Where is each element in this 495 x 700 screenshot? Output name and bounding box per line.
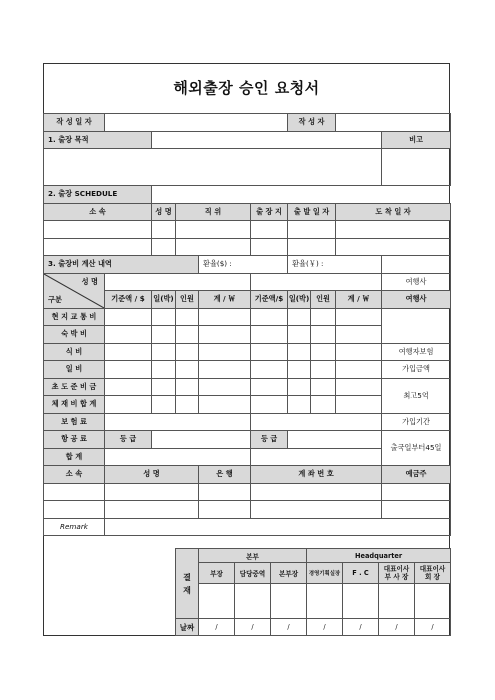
schedule-header-arrival: 도 착 일 자 (336, 203, 451, 221)
expense-cell[interactable] (176, 326, 199, 344)
expense-cell[interactable] (251, 413, 382, 431)
row-meals: 식 비 (44, 343, 105, 361)
period-value: 출국일부터45일 (382, 431, 451, 466)
schedule-header-destination: 출 장 지 (251, 203, 288, 221)
col-total-krw-2: 계 / ￦ (336, 291, 382, 309)
expense-cell[interactable] (311, 326, 336, 344)
purpose-label: 1. 출장 목적 (44, 131, 152, 149)
expense-cell[interactable] (105, 396, 152, 414)
expense-cell[interactable] (336, 326, 382, 344)
grade-field-1[interactable] (152, 431, 251, 449)
account-cell[interactable] (382, 501, 451, 519)
row-initial-prep: 초 도 준 비 금 (44, 378, 105, 396)
note-label: 비고 (382, 131, 451, 149)
schedule-spacer (152, 186, 451, 204)
expense-cell[interactable] (152, 343, 176, 361)
grade-label-2: 등 급 (251, 431, 288, 449)
schedule-cell[interactable] (44, 238, 152, 256)
expense-cell[interactable] (105, 326, 152, 344)
remark-label: Remark (44, 518, 105, 536)
expense-cell[interactable] (105, 378, 152, 396)
schedule-cell[interactable] (44, 221, 152, 239)
account-cell[interactable] (105, 501, 199, 519)
schedule-cell[interactable] (288, 238, 336, 256)
signature-box[interactable] (415, 584, 451, 619)
expense-cell[interactable] (176, 378, 199, 396)
expense-cell[interactable] (199, 361, 251, 379)
approval-group-division: 본부 (199, 549, 307, 563)
col-base-usd: 기준액 / $ (105, 291, 152, 309)
diag-bottom-label: 구분 (48, 294, 62, 304)
purpose-detail-field[interactable] (44, 149, 382, 186)
grade-field-2[interactable] (288, 431, 382, 449)
schedule-cell[interactable] (152, 221, 176, 239)
expense-cell[interactable] (311, 378, 336, 396)
account-cell[interactable] (105, 483, 199, 501)
expense-cell[interactable] (105, 308, 152, 326)
expense-cell[interactable] (152, 361, 176, 379)
row-total: 합 계 (44, 448, 105, 466)
approval-date[interactable]: / (235, 619, 271, 636)
expense-cell[interactable] (336, 378, 382, 396)
date-label: 작 성 일 자 (44, 114, 105, 132)
total-field-2[interactable] (251, 448, 382, 466)
approval-date[interactable]: / (307, 619, 343, 636)
expense-cell[interactable] (176, 343, 199, 361)
grade-label-1: 등 급 (105, 431, 152, 449)
schedule-cell[interactable] (152, 238, 176, 256)
account-cell[interactable] (44, 501, 105, 519)
name-field-2[interactable] (251, 273, 382, 291)
col-days: 일(박) (152, 291, 176, 309)
col-days-2: 일(박) (288, 291, 311, 309)
approval-group-headquarter: Headquarter (307, 549, 451, 563)
expense-cell[interactable] (336, 308, 382, 326)
insurance-label: 여행자보험 (382, 343, 451, 361)
expense-cell[interactable] (152, 396, 176, 414)
expense-label: 3. 출장비 계산 내역 (44, 256, 199, 274)
expense-cell[interactable] (288, 378, 311, 396)
row-per-diem: 일 비 (44, 361, 105, 379)
expense-cell[interactable] (311, 308, 336, 326)
expense-cell[interactable] (251, 326, 288, 344)
rate-jpy-label: 환율(￥) : (288, 256, 382, 274)
signature-box[interactable] (271, 584, 307, 619)
col-persons: 인원 (176, 291, 199, 309)
role-planning-head: 경영기획실장 (307, 563, 343, 584)
row-airfare: 항 공 료 (44, 431, 105, 449)
expense-cell[interactable] (288, 361, 311, 379)
expense-cell[interactable] (199, 396, 251, 414)
row-insurance: 보 험 료 (44, 413, 105, 431)
col-persons-2: 인원 (311, 291, 336, 309)
expense-cell[interactable] (105, 361, 152, 379)
expense-cell[interactable] (199, 343, 251, 361)
schedule-cell[interactable] (176, 221, 251, 239)
approval-date[interactable]: / (199, 619, 235, 636)
name-field-1[interactable] (105, 273, 251, 291)
account-header-name: 성 명 (105, 466, 199, 484)
author-field[interactable] (336, 114, 451, 132)
signature-box[interactable] (235, 584, 271, 619)
approval-date[interactable]: / (415, 619, 451, 636)
schedule-cell[interactable] (288, 221, 336, 239)
role-chairman: 대표이사 회 장 (415, 563, 451, 584)
amount-value: 최고5억 (382, 378, 451, 413)
approval-date[interactable]: / (343, 619, 379, 636)
approval-date[interactable]: / (379, 619, 415, 636)
expense-cell[interactable] (152, 326, 176, 344)
col-total-krw: 계 / ￦ (199, 291, 251, 309)
role-vice-president: 대표이사 부 사 장 (379, 563, 415, 584)
expense-cell[interactable] (152, 378, 176, 396)
account-header-holder: 예금주 (382, 466, 451, 484)
approval-date-label: 날짜 (176, 619, 199, 636)
expense-cell[interactable] (288, 343, 311, 361)
schedule-cell[interactable] (336, 221, 451, 239)
note-field[interactable] (382, 149, 451, 186)
expense-cell[interactable] (199, 326, 251, 344)
remark-field[interactable] (105, 518, 451, 536)
signature-box[interactable] (199, 584, 235, 619)
signature-box[interactable] (307, 584, 343, 619)
row-local-transport: 현 지 교 통 비 (44, 308, 105, 326)
expense-cell[interactable] (311, 343, 336, 361)
schedule-header-name: 성 명 (152, 203, 176, 221)
approval-table (175, 548, 451, 636)
schedule-label: 2. 출장 SCHEDULE (44, 186, 152, 204)
col-base-usd-2: 기준액/$ (251, 291, 288, 309)
expense-cell[interactable] (199, 378, 251, 396)
expense-cell[interactable] (336, 361, 382, 379)
agency-label: 여행사 (382, 273, 451, 291)
role-executive: 담당중역 (235, 563, 271, 584)
form-title: 해외출장 승인 요청서 (173, 78, 320, 97)
signature-box[interactable] (379, 584, 415, 619)
schedule-header-position: 직 위 (176, 203, 251, 221)
purpose-field[interactable] (152, 131, 382, 149)
account-cell[interactable] (251, 483, 382, 501)
agency-field[interactable] (382, 308, 451, 343)
schedule-cell[interactable] (251, 221, 288, 239)
agency-header: 여행사 (382, 291, 451, 309)
account-cell[interactable] (251, 501, 382, 519)
schedule-cell[interactable] (251, 238, 288, 256)
expense-cell[interactable] (251, 308, 288, 326)
expense-cell[interactable] (336, 343, 382, 361)
expense-cell[interactable] (105, 343, 152, 361)
expense-cell[interactable] (251, 361, 288, 379)
expense-cell[interactable] (251, 343, 288, 361)
schedule-header-departure: 출 발 일 자 (288, 203, 336, 221)
approval-side-label: 결 재 (176, 549, 199, 619)
role-fc: F . C (343, 563, 379, 584)
rate-usd-label: 환율($) : (199, 256, 288, 274)
expense-cell[interactable] (288, 326, 311, 344)
expense-cell[interactable] (311, 361, 336, 379)
account-cell[interactable] (382, 483, 451, 501)
account-cell[interactable] (199, 483, 251, 501)
account-cell[interactable] (199, 501, 251, 519)
expense-cell[interactable] (251, 378, 288, 396)
category-name-header (44, 273, 105, 308)
expense-cell[interactable] (105, 413, 251, 431)
expense-cell[interactable] (251, 396, 288, 414)
amount-label: 가입금액 (382, 361, 451, 379)
expense-cell[interactable] (176, 361, 199, 379)
expense-cell[interactable] (176, 396, 199, 414)
row-stay-total: 체 재 비 합 계 (44, 396, 105, 414)
period-label: 가입기간 (382, 413, 451, 431)
account-header-dept: 소 속 (44, 466, 105, 484)
expense-cell[interactable] (288, 308, 311, 326)
expense-cell[interactable] (288, 396, 311, 414)
schedule-cell[interactable] (336, 238, 451, 256)
row-lodging: 숙 박 비 (44, 326, 105, 344)
expense-cell[interactable] (176, 308, 199, 326)
date-field[interactable] (105, 114, 288, 132)
total-field-1[interactable] (105, 448, 251, 466)
expense-cell[interactable] (311, 396, 336, 414)
account-header-bank: 은 행 (199, 466, 251, 484)
role-division-head: 본부장 (271, 563, 307, 584)
role-manager: 부장 (199, 563, 235, 584)
schedule-header-dept: 소 속 (44, 203, 152, 221)
schedule-cell[interactable] (176, 238, 251, 256)
expense-cell[interactable] (152, 308, 176, 326)
author-label: 작 성 자 (288, 114, 336, 132)
expense-cell[interactable] (199, 308, 251, 326)
main-form-table (43, 113, 451, 536)
rate-blank (382, 256, 451, 274)
signature-box[interactable] (343, 584, 379, 619)
approval-date[interactable]: / (271, 619, 307, 636)
expense-cell[interactable] (336, 396, 382, 414)
diag-top-label: 성 명 (81, 276, 98, 286)
account-header-number: 계 좌 번 호 (251, 466, 382, 484)
account-cell[interactable] (44, 483, 105, 501)
